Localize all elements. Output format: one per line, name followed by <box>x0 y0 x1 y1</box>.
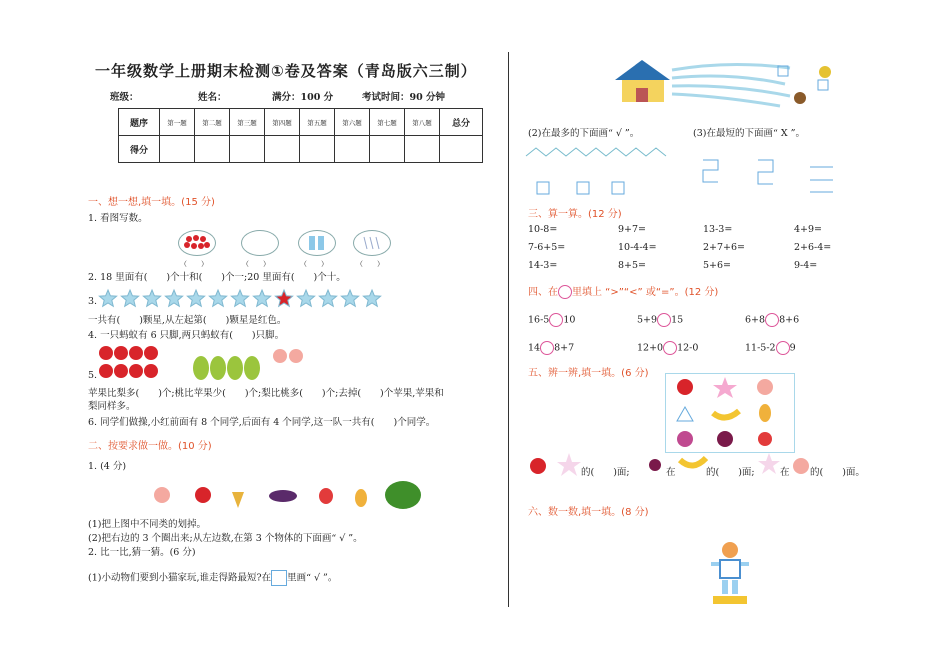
fruit-rows <box>98 344 338 384</box>
star-icon <box>341 290 358 306</box>
beet-icon <box>647 453 663 473</box>
page-title: 一年级数学上册期末检测①卷及答案（青岛版六三制） <box>95 62 477 80</box>
score-table-cell: 第七题 <box>370 109 405 136</box>
banana-icon <box>678 454 708 474</box>
compare-item <box>745 313 799 327</box>
q2-b: (2)在最多的下面画“ √ ”。 <box>528 128 640 139</box>
strawberry-icon <box>758 432 772 446</box>
s1-q6: 6. 同学们做操,小红前面有 8 个同学,后面有 4 个同学,这一队一共有( )个同学。 <box>88 417 436 428</box>
calc-item[interactable]: 5+6= <box>703 260 732 271</box>
objects-row <box>148 478 428 512</box>
calc-item[interactable]: 2+6-4= <box>794 242 832 253</box>
compare-left: 5+9 <box>637 314 658 326</box>
peach-icon <box>154 487 170 503</box>
plate-apples <box>178 230 216 256</box>
strawberry-icon <box>319 488 333 504</box>
calc-item[interactable]: 7-6+5= <box>528 242 566 253</box>
section6-heading: 六、数一数,填一填。(8 分) <box>528 507 649 518</box>
compare-circle[interactable] <box>549 313 563 327</box>
apple-icon <box>528 455 548 475</box>
section3-heading: 三、算一算。(12 分) <box>528 209 622 220</box>
compare-left: 11-5-2 <box>745 342 776 354</box>
score-cell[interactable] <box>230 136 265 163</box>
s5-line-b: 在 <box>666 467 676 478</box>
s1-q5-line1: 苹果比梨多( )个;桃比苹果少( )个;梨比桃多( )个;去掉( )个苹果,苹果和 <box>88 388 444 399</box>
pineapple-icon <box>232 492 244 508</box>
triangle-icon <box>677 407 693 421</box>
banana-icon <box>713 411 739 418</box>
peach-icon <box>757 379 773 395</box>
animals-house-illustration <box>610 50 850 110</box>
compare-right: 12-0 <box>677 342 699 354</box>
calc-item[interactable]: 13-3= <box>703 224 733 235</box>
s2-q2-a-post: 里画“ √ ”。 <box>287 572 338 584</box>
section2-heading: 二、按要求做一做。(10 分) <box>88 441 212 452</box>
watermelon-icon <box>385 481 421 509</box>
compare-circle[interactable] <box>663 341 677 355</box>
section1-heading: 一、想一想,填一填。(15 分) <box>88 197 215 208</box>
compare-item <box>637 341 698 355</box>
compare-circle[interactable] <box>540 341 554 355</box>
score-cell[interactable] <box>265 136 300 163</box>
apple-icon <box>195 487 211 503</box>
s2-q1-a: (1)把上图中不同类的划掉。 <box>88 519 206 530</box>
answer-box[interactable] <box>612 182 624 194</box>
grapes-icon <box>677 431 693 447</box>
score-cell[interactable] <box>405 136 440 163</box>
compare-item <box>637 313 683 327</box>
score-table <box>118 108 483 163</box>
s1-q1: 1. 看图写数。 <box>88 213 148 224</box>
ropes-figure <box>698 142 838 202</box>
score-cell[interactable] <box>195 136 230 163</box>
compare-circle[interactable] <box>657 313 671 327</box>
star-icon <box>713 377 737 398</box>
peaches-icon <box>273 349 303 363</box>
star-icon <box>187 290 204 306</box>
score-table-cell: 总分 <box>440 109 483 136</box>
star-icon <box>209 290 226 306</box>
calc-item[interactable]: 8+5= <box>618 260 647 271</box>
plate-cups <box>298 230 336 256</box>
star-icon <box>253 290 270 306</box>
compare-right: 8+7 <box>554 342 575 354</box>
compare-item <box>745 341 796 355</box>
answer-box[interactable] <box>577 182 589 194</box>
peach-icon <box>791 455 811 475</box>
s1-q5-label: 5. <box>88 370 98 381</box>
s5-line-d: 在 <box>780 467 790 478</box>
s2-q1: 1. (4 分) <box>88 461 127 472</box>
time-label: 考试时间：90 分钟 <box>362 92 446 103</box>
score-table-cell: 第四题 <box>265 109 300 136</box>
score-table-header-row <box>119 109 483 136</box>
score-table-cell: 得分 <box>119 136 160 163</box>
score-cell[interactable] <box>335 136 370 163</box>
pear-icon <box>759 404 771 422</box>
compare-right: 8+6 <box>779 314 800 326</box>
s2-q2-a-pre: (1)小动物们要到小猫家玩,谁走得路最短?在 <box>88 572 272 584</box>
s5-line-c: 的( )面; <box>706 467 755 478</box>
plate-glasses <box>353 230 391 256</box>
calc-item[interactable]: 9+7= <box>618 224 647 235</box>
compare-item <box>528 313 575 327</box>
calc-item[interactable]: 10-8= <box>528 224 558 235</box>
star-row <box>98 288 398 310</box>
score-table-cell: 第三题 <box>230 109 265 136</box>
compare-circle <box>558 285 572 299</box>
calc-item[interactable]: 2+7+6= <box>703 242 746 253</box>
s1-q3-text: 一共有( )颗星,从左起第( )颗星是红色。 <box>88 315 287 326</box>
score-label: 满分：100 分 <box>272 92 334 103</box>
calc-item[interactable]: 14-3= <box>528 260 558 271</box>
beet-icon <box>717 431 733 447</box>
score-cell[interactable] <box>300 136 335 163</box>
s1-q4: 4. 一只蚂蚁有 6 只脚,两只蚂蚁有( )只脚。 <box>88 330 285 341</box>
score-table-cell: 第六题 <box>335 109 370 136</box>
s4-heading-post: 里填上 “>”“<” 或“=”。(12 分) <box>572 287 719 298</box>
plate-empty <box>241 230 279 256</box>
score-cell[interactable] <box>160 136 195 163</box>
s1-q3-label: 3. <box>88 296 98 307</box>
s1-q5-line2: 梨同样多。 <box>88 401 136 412</box>
star-icon <box>297 290 314 306</box>
star-icon <box>99 290 116 306</box>
section5-heading: 五、辨一辨,填一填。(6 分) <box>528 368 649 379</box>
score-table-score-row <box>119 136 483 163</box>
compare-left: 12+0 <box>637 342 664 354</box>
fruit-grid <box>665 373 795 453</box>
star-icon <box>143 290 160 306</box>
score-table-cell: 第一题 <box>160 109 195 136</box>
robot-figure <box>705 540 755 610</box>
star-icon <box>363 290 380 306</box>
calc-item[interactable]: 10-4-4= <box>618 242 657 253</box>
house-icon <box>615 60 670 80</box>
star-icon <box>757 452 781 476</box>
section4-heading <box>528 283 718 299</box>
compare-circle[interactable] <box>776 341 790 355</box>
compare-right: 9 <box>789 342 796 354</box>
blank: （ ） <box>180 260 208 268</box>
pears-icon <box>193 356 260 380</box>
star-icon <box>556 452 582 478</box>
score-table-cell: 题序 <box>119 109 160 136</box>
s2-q2: 2. 比一比,猜一猜。(6 分) <box>88 547 196 558</box>
blank: （ ） <box>356 260 384 268</box>
eggplant-icon <box>269 490 297 502</box>
compare-right: 10 <box>563 314 576 326</box>
blank: （ ） <box>242 260 270 268</box>
answer-box[interactable] <box>818 80 828 90</box>
beads-and-shapes <box>522 142 672 202</box>
star-icon <box>121 290 138 306</box>
compare-left: 16-5 <box>528 314 550 326</box>
s2-q1-b: (2)把右边的 3 个圈出来;从左边数,在第 3 个物体的下面画“ √ ”。 <box>88 533 363 544</box>
calc-item[interactable]: 9-4= <box>794 260 818 271</box>
s4-heading-pre: 四、在 <box>528 287 558 298</box>
compare-item <box>528 341 574 355</box>
name-label: 姓名： <box>198 92 227 103</box>
score-cell[interactable] <box>440 136 483 163</box>
column-divider <box>508 52 509 607</box>
red-star-icon <box>275 290 292 306</box>
blank: （ ） <box>300 260 328 268</box>
compare-right: 15 <box>671 314 684 326</box>
star-icon <box>319 290 336 306</box>
s1-q2: 2. 18 里面有( )个十和( )个一;20 里面有( )个十。 <box>88 272 346 283</box>
s5-line-e: 的( )面。 <box>810 467 865 478</box>
answer-box[interactable] <box>537 182 549 194</box>
star-icon <box>165 290 182 306</box>
score-cell[interactable] <box>370 136 405 163</box>
compare-circle[interactable] <box>765 313 779 327</box>
compare-left: 14 <box>528 342 541 354</box>
monkey-icon <box>794 92 806 104</box>
apples-icon <box>99 346 158 378</box>
answer-box[interactable] <box>271 570 287 586</box>
score-table-cell: 第五题 <box>300 109 335 136</box>
score-table-cell: 第八题 <box>405 109 440 136</box>
s5-line-a: 的( )面; <box>581 467 630 478</box>
score-table-cell: 第二题 <box>195 109 230 136</box>
s2-q2-a <box>88 570 337 586</box>
pear-icon <box>355 489 367 507</box>
class-label: 班级： <box>110 92 139 103</box>
dog-icon <box>819 66 831 78</box>
q2-c: (3)在最短的下面画“ X ”。 <box>693 128 805 139</box>
star-icon <box>231 290 248 306</box>
compare-left: 6+8 <box>745 314 766 326</box>
calc-item[interactable]: 4+9= <box>794 224 823 235</box>
apple-icon <box>677 379 693 395</box>
